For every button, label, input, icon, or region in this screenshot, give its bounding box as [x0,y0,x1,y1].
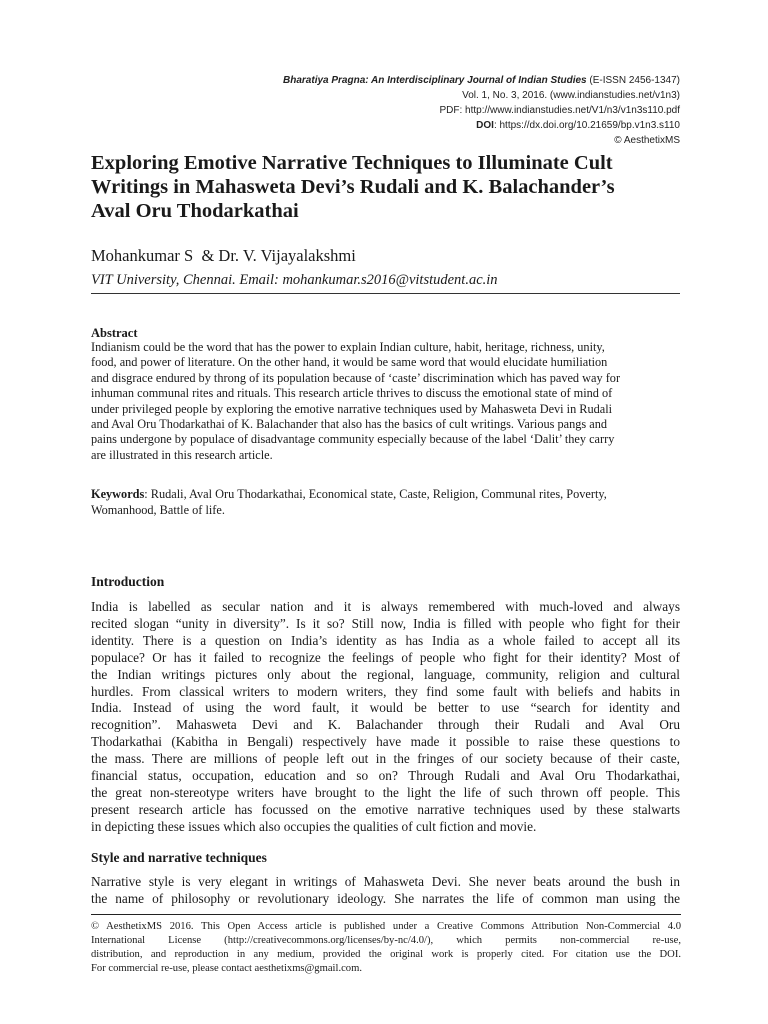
abstract-heading: Abstract [91,326,138,340]
keywords-label: Keywords [91,487,145,501]
footnote-line: International License (http://creativecommons.org/licenses/by-nc/4.0/), which permits non-commercial re-use, [91,935,681,946]
footnote-line: distribution, and reproduction in any medium, provided the original work is properly cited. For citation use the DOI. [91,949,681,960]
keywords-text: : Rudali, Aval Oru Thodarkathai, Economical state, Caste, Religion, Communal rites, Poverty, [144,487,607,501]
body-line: the mass. There are millions of people left out in the fringes of our society because of their caste, [91,751,680,767]
body-line: identity. There is a question on India’s identity as has India as a whole failed to accept all its [91,632,680,648]
body-line: Narrative style is very elegant in writings of Mahasweta Devi. She never beats around the bush in [91,874,680,889]
title-line: Aval Oru Thodarkathai [91,200,299,222]
doi-value: : https://dx.doi.org/10.21659/bp.v1n3.s110 [493,120,680,131]
journal-issn: (E-ISSN 2456-1347) [586,75,680,86]
footnote-line: For commercial re-use, please contact aesthetixms@gmail.com. [91,963,362,974]
journal-header [283,73,680,148]
abstract-line: under privileged people by exploring the emotive narrative techniques used by Mahasweta Devi in Rudali [91,401,613,416]
journal-volume: Vol. 1, No. 3, 2016. (www.indianstudies.net/v1n3) [462,90,680,101]
body-line: in depicting these issues which also occupies the qualities of cult fiction and movie. [91,818,537,834]
body-line: the Indian writings pictures only about the regional, language, community, religion and cultural [91,666,680,682]
body-line: the name of philosophy or revolutionary ideology. She narrates the life of common man using the [91,890,680,906]
body-line: recognition”. Mahasweta Devi and K. Balachander through their Rudali and Aval Oru [91,717,680,733]
style-section-body [91,874,680,908]
body-line: recited slogan “unity in diversity”. Is it so? Still now, India is filled with people who fight for their [91,615,680,631]
journal-copyright: © AesthetixMS [614,135,680,146]
abstract-line: pains undergone by populace of disadvantage community especially because of the label ‘Dalit’ they carry [91,432,615,447]
journal-name: Bharatiya Pragna: An Interdisciplinary Journal of Indian Studies [283,75,587,86]
body-line: the great non-stereotype writers have brought to the light the life of such thrown off people. This [91,784,680,800]
body-line: populace? Or has it failed to recognize the feelings of people who fight for their identity? Most of [91,649,680,665]
introduction-body [91,599,680,836]
abstract-line: Indianism could be the word that has the power to explain Indian culture, habit, heritage, richness, unity, [91,340,605,354]
abstract-body [91,340,681,463]
keywords [91,486,681,518]
abstract-line: are illustrated in this research article. [91,447,273,462]
body-line: India. Instead of using the word fault, it would be better to use “search for identity and [91,700,680,716]
title-line: Writings in Mahasweta Devi’s Rudali and K. Balachander’s [91,176,615,198]
style-section-heading: Style and narrative techniques [91,850,267,865]
journal-pdf-link[interactable]: PDF: http://www.indianstudies.net/V1/n3/v1n3s110.pdf [439,105,680,116]
paper-title [91,151,691,223]
body-line: present research article has focussed on the emotive narrative techniques used by these stalwarts [91,801,680,817]
body-line: Thodarkathai (Kabitha in Bengali) respectively have made it possible to raise these questions to [91,734,680,750]
keywords-line [91,486,681,502]
abstract-line: food, and power of literature. On the other hand, it would be same word that would elucidate humiliation [91,355,608,370]
abstract-line: and Aval Oru Thodarkathai of K. Balachander that also has the basics of cult writings. Various pangs and [91,417,607,432]
authors: Mohankumar S & Dr. V. Vijayalakshmi [91,246,356,265]
body-line: financial status, occupation, education and so on? Through Rudali and Aval Oru Thodarkathai, [91,768,680,784]
abstract-line: inhuman communal rites and rituals. This research article thrives to discuss the emotional state of mind of [91,386,613,401]
footnote-divider [91,914,681,915]
journal-doi[interactable] [283,118,680,133]
title-line: Exploring Emotive Narrative Techniques to Illuminate Cult [91,152,613,174]
journal-title-line [283,73,680,88]
footnote-line: © AesthetixMS 2016. This Open Access article is published under a Creative Commons Attribution Non-Commercial 4.0 [91,921,681,932]
license-footnote [91,920,681,976]
body-line: India is labelled as secular nation and it is always remembered with much-loved and always [91,599,680,614]
header-divider [91,293,680,294]
keywords-line: Womanhood, Battle of life. [91,503,225,517]
body-line: hurdles. From classical writers to modern writers, they find some fault with beliefs and habits in [91,683,680,699]
introduction-heading: Introduction [91,574,165,589]
affiliation: VIT University, Chennai. Email: mohankumar.s2016@vitstudent.ac.in [91,272,498,288]
doi-label: DOI [476,120,494,131]
abstract-line: and disgrace endured by throng of its population because of ‘caste’ discrimination which has paved way for [91,370,621,385]
